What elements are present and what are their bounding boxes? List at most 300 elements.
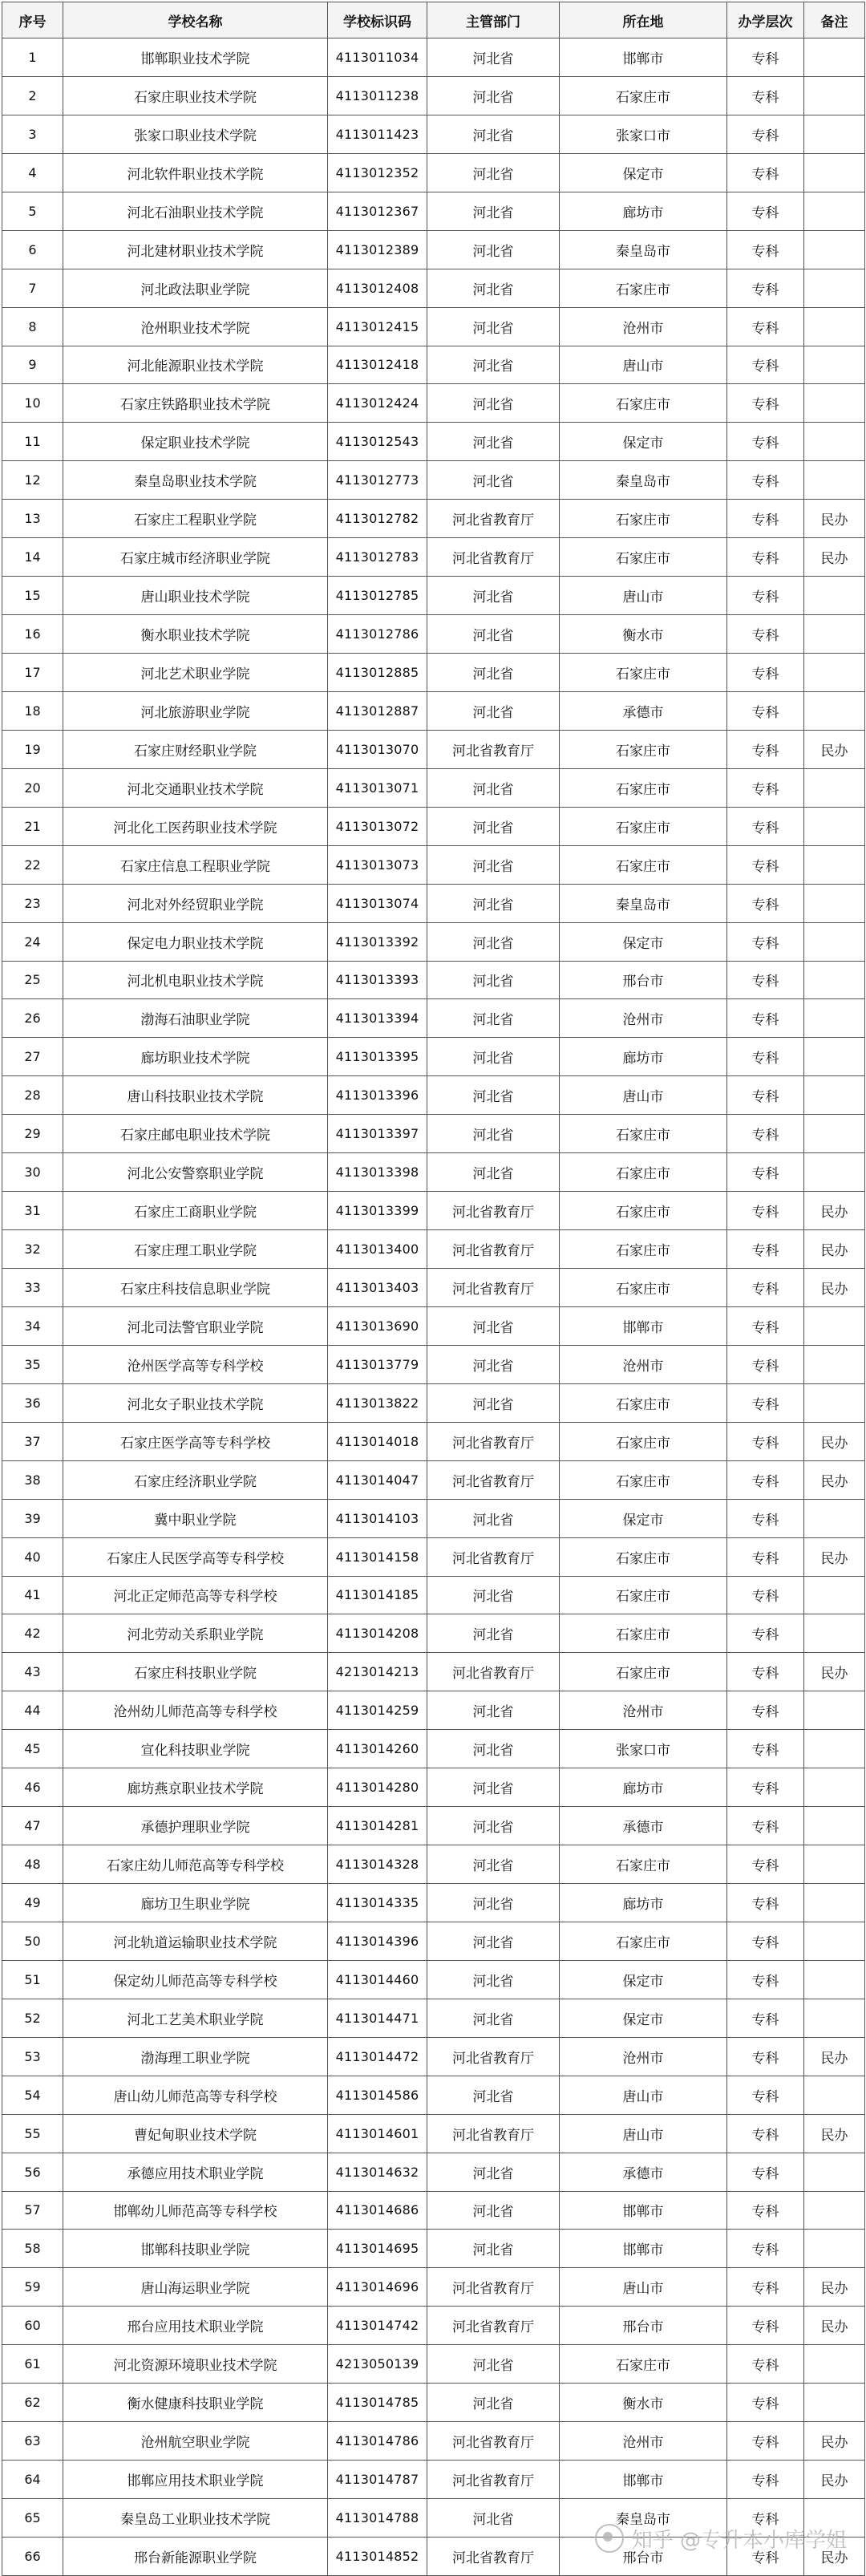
cell-level: 专科 <box>727 1807 804 1845</box>
cell-remark <box>804 768 865 807</box>
school-list-table <box>2 2 865 2576</box>
cell-location: 邢台市 <box>560 2537 727 2575</box>
cell-school-code: 4113012352 <box>328 153 427 192</box>
cell-index: 39 <box>2 1499 63 1537</box>
cell-index: 35 <box>2 1345 63 1383</box>
cell-school-name: 张家口职业技术学院 <box>63 115 328 153</box>
cell-index: 62 <box>2 2384 63 2422</box>
cell-level: 专科 <box>727 2153 804 2191</box>
cell-index: 60 <box>2 2307 63 2345</box>
cell-authority: 河北省 <box>427 2076 560 2114</box>
cell-school-code: 4113011238 <box>328 76 427 115</box>
cell-school-name: 邯郸应用技术职业学院 <box>63 2461 328 2499</box>
cell-level: 专科 <box>727 730 804 768</box>
table-row <box>2 2037 865 2076</box>
cell-location: 秦皇岛市 <box>560 884 727 922</box>
cell-school-name: 唐山幼儿师范高等专科学校 <box>63 2076 328 2114</box>
cell-school-code: 4113013070 <box>328 730 427 768</box>
cell-remark <box>804 1768 865 1807</box>
cell-location: 秦皇岛市 <box>560 230 727 269</box>
cell-index: 46 <box>2 1768 63 1807</box>
table-row <box>2 884 865 922</box>
cell-remark <box>804 307 865 346</box>
cell-level: 专科 <box>727 1306 804 1345</box>
cell-school-code: 4113012885 <box>328 654 427 692</box>
cell-location: 石家庄市 <box>560 1576 727 1614</box>
table-row <box>2 1653 865 1691</box>
cell-school-name: 河北司法警官职业学院 <box>63 1306 328 1345</box>
cell-school-name: 河北石油职业技术学院 <box>63 192 328 230</box>
cell-index: 57 <box>2 2191 63 2230</box>
table-row <box>2 230 865 269</box>
cell-level: 专科 <box>727 1576 804 1614</box>
cell-authority: 河北省教育厅 <box>427 2037 560 2076</box>
cell-location: 石家庄市 <box>560 1653 727 1691</box>
cell-school-code: 4113014788 <box>328 2499 427 2538</box>
cell-remark <box>804 2191 865 2230</box>
cell-school-name: 河北资源环境职业技术学院 <box>63 2345 328 2384</box>
cell-location: 石家庄市 <box>560 1269 727 1307</box>
cell-school-code: 4113013393 <box>328 961 427 999</box>
table-row <box>2 384 865 423</box>
cell-location: 石家庄市 <box>560 1537 727 1576</box>
cell-location: 石家庄市 <box>560 384 727 423</box>
cell-school-name: 冀中职业学院 <box>63 1499 328 1537</box>
cell-authority: 河北省教育厅 <box>427 1269 560 1307</box>
cell-level: 专科 <box>727 2037 804 2076</box>
cell-level: 专科 <box>727 2499 804 2538</box>
cell-remark <box>804 115 865 153</box>
cell-level: 专科 <box>727 999 804 1038</box>
cell-location: 保定市 <box>560 1999 727 2037</box>
cell-authority: 河北省 <box>427 1306 560 1345</box>
cell-school-code: 4113014786 <box>328 2422 427 2461</box>
cell-level: 专科 <box>727 192 804 230</box>
cell-school-name: 河北软件职业技术学院 <box>63 153 328 192</box>
cell-school-code: 4113013394 <box>328 999 427 1038</box>
cell-location: 唐山市 <box>560 1076 727 1115</box>
table-row <box>2 1576 865 1614</box>
cell-authority: 河北省 <box>427 1153 560 1192</box>
cell-location: 保定市 <box>560 423 727 461</box>
cell-location: 邯郸市 <box>560 2191 727 2230</box>
cell-index: 28 <box>2 1076 63 1115</box>
cell-level: 专科 <box>727 2345 804 2384</box>
cell-index: 53 <box>2 2037 63 2076</box>
table-row <box>2 922 865 961</box>
cell-school-name: 渤海理工职业学院 <box>63 2037 328 2076</box>
cell-school-name: 河北政法职业学院 <box>63 269 328 307</box>
cell-location: 沧州市 <box>560 1691 727 1730</box>
cell-authority: 河北省教育厅 <box>427 2537 560 2575</box>
cell-authority: 河北省 <box>427 768 560 807</box>
cell-remark: 民办 <box>804 2461 865 2499</box>
cell-remark <box>804 1614 865 1653</box>
cell-school-code: 4113012786 <box>328 615 427 654</box>
cell-remark <box>804 1691 865 1730</box>
cell-remark <box>804 346 865 384</box>
header-school-name: 学校名称 <box>63 2 328 38</box>
cell-school-name: 邯郸幼儿师范高等专科学校 <box>63 2191 328 2230</box>
table-row <box>2 2114 865 2153</box>
cell-authority: 河北省教育厅 <box>427 500 560 538</box>
cell-school-code: 4113014158 <box>328 1537 427 1576</box>
cell-authority: 河北省 <box>427 269 560 307</box>
cell-index: 64 <box>2 2461 63 2499</box>
table-row <box>2 1076 865 1115</box>
cell-index: 23 <box>2 884 63 922</box>
cell-school-name: 河北建材职业技术学院 <box>63 230 328 269</box>
table-row <box>2 423 865 461</box>
cell-level: 专科 <box>727 461 804 500</box>
cell-location: 保定市 <box>560 922 727 961</box>
cell-location: 廊坊市 <box>560 1884 727 1922</box>
cell-school-name: 石家庄铁路职业技术学院 <box>63 384 328 423</box>
cell-remark <box>804 1884 865 1922</box>
cell-school-name: 河北劳动关系职业学院 <box>63 1614 328 1653</box>
cell-authority: 河北省教育厅 <box>427 1192 560 1230</box>
cell-school-name: 保定幼儿师范高等专科学校 <box>63 1960 328 1999</box>
cell-index: 9 <box>2 346 63 384</box>
cell-remark <box>804 2345 865 2384</box>
cell-authority: 河北省 <box>427 1999 560 2037</box>
header-authority: 主管部门 <box>427 2 560 38</box>
cell-school-name: 河北公安警察职业学院 <box>63 1153 328 1192</box>
cell-school-name: 河北旅游职业学院 <box>63 691 328 730</box>
cell-level: 专科 <box>727 153 804 192</box>
cell-school-code: 4113014396 <box>328 1922 427 1960</box>
cell-location: 石家庄市 <box>560 269 727 307</box>
cell-remark: 民办 <box>804 2037 865 2076</box>
cell-level: 专科 <box>727 384 804 423</box>
table-header-row <box>2 2 865 38</box>
cell-remark <box>804 615 865 654</box>
cell-level: 专科 <box>727 1269 804 1307</box>
cell-authority: 河北省 <box>427 1960 560 1999</box>
cell-index: 54 <box>2 2076 63 2114</box>
cell-level: 专科 <box>727 2384 804 2422</box>
cell-school-code: 4113013399 <box>328 1192 427 1230</box>
cell-remark <box>804 577 865 615</box>
cell-authority: 河北省 <box>427 2499 560 2538</box>
cell-school-name: 承德护理职业学院 <box>63 1807 328 1845</box>
cell-authority: 河北省 <box>427 1691 560 1730</box>
cell-level: 专科 <box>727 1499 804 1537</box>
cell-level: 专科 <box>727 691 804 730</box>
cell-location: 石家庄市 <box>560 1845 727 1884</box>
table-row <box>2 192 865 230</box>
cell-remark <box>804 1383 865 1422</box>
cell-level: 专科 <box>727 577 804 615</box>
cell-remark: 民办 <box>804 2307 865 2345</box>
cell-location: 石家庄市 <box>560 845 727 884</box>
cell-authority: 河北省 <box>427 1845 560 1884</box>
header-school-code: 学校标识码 <box>328 2 427 38</box>
cell-remark: 民办 <box>804 730 865 768</box>
cell-index: 66 <box>2 2537 63 2575</box>
table-row <box>2 1230 865 1269</box>
cell-index: 40 <box>2 1537 63 1576</box>
cell-school-code: 4113014787 <box>328 2461 427 2499</box>
table-row <box>2 2076 865 2114</box>
cell-authority: 河北省 <box>427 115 560 153</box>
cell-level: 专科 <box>727 1845 804 1884</box>
cell-remark <box>804 1922 865 1960</box>
cell-school-code: 4113013071 <box>328 768 427 807</box>
table-row <box>2 1345 865 1383</box>
cell-location: 邯郸市 <box>560 2230 727 2268</box>
cell-school-name: 秦皇岛工业职业技术学院 <box>63 2499 328 2538</box>
table-row <box>2 2153 865 2191</box>
cell-school-name: 石家庄人民医学高等专科学校 <box>63 1537 328 1576</box>
table-row <box>2 2384 865 2422</box>
cell-school-code: 4113014586 <box>328 2076 427 2114</box>
cell-remark <box>804 192 865 230</box>
cell-level: 专科 <box>727 807 804 845</box>
cell-index: 21 <box>2 807 63 845</box>
cell-school-code: 4113013396 <box>328 1076 427 1115</box>
cell-level: 专科 <box>727 1653 804 1691</box>
cell-index: 19 <box>2 730 63 768</box>
cell-school-code: 4113014696 <box>328 2268 427 2307</box>
cell-location: 沧州市 <box>560 2037 727 2076</box>
table-row <box>2 999 865 1038</box>
cell-school-code: 4113013400 <box>328 1230 427 1269</box>
cell-index: 20 <box>2 768 63 807</box>
table-row <box>2 2422 865 2461</box>
cell-school-code: 4113014259 <box>328 1691 427 1730</box>
table-row <box>2 2461 865 2499</box>
cell-school-name: 衡水职业技术学院 <box>63 615 328 654</box>
cell-level: 专科 <box>727 654 804 692</box>
cell-authority: 河北省 <box>427 346 560 384</box>
table-row <box>2 2268 865 2307</box>
cell-index: 33 <box>2 1269 63 1307</box>
cell-index: 10 <box>2 384 63 423</box>
cell-school-code: 4113013398 <box>328 1153 427 1192</box>
cell-school-name: 沧州幼儿师范高等专科学校 <box>63 1691 328 1730</box>
cell-level: 专科 <box>727 2461 804 2499</box>
cell-authority: 河北省教育厅 <box>427 730 560 768</box>
table-row <box>2 768 865 807</box>
cell-school-code: 4113011034 <box>328 38 427 77</box>
cell-authority: 河北省 <box>427 999 560 1038</box>
cell-level: 专科 <box>727 2230 804 2268</box>
cell-school-code: 4113012783 <box>328 538 427 577</box>
cell-authority: 河北省 <box>427 2384 560 2422</box>
cell-index: 32 <box>2 1230 63 1269</box>
cell-school-code: 4113013403 <box>328 1269 427 1307</box>
cell-level: 专科 <box>727 1460 804 1499</box>
cell-location: 石家庄市 <box>560 1614 727 1653</box>
cell-index: 31 <box>2 1192 63 1230</box>
cell-school-name: 邢台新能源职业学院 <box>63 2537 328 2575</box>
cell-school-name: 廊坊职业技术学院 <box>63 1038 328 1076</box>
cell-level: 专科 <box>727 269 804 307</box>
cell-level: 专科 <box>727 1922 804 1960</box>
cell-school-code: 4113013395 <box>328 1038 427 1076</box>
cell-location: 承德市 <box>560 691 727 730</box>
cell-level: 专科 <box>727 423 804 461</box>
cell-school-code: 4113014686 <box>328 2191 427 2230</box>
cell-index: 27 <box>2 1038 63 1076</box>
cell-location: 石家庄市 <box>560 654 727 692</box>
cell-remark: 民办 <box>804 2422 865 2461</box>
cell-school-code: 4113014335 <box>328 1884 427 1922</box>
cell-authority: 河北省教育厅 <box>427 1422 560 1460</box>
cell-school-name: 石家庄邮电职业技术学院 <box>63 1115 328 1153</box>
cell-level: 专科 <box>727 1691 804 1730</box>
cell-school-name: 沧州职业技术学院 <box>63 307 328 346</box>
cell-authority: 河北省教育厅 <box>427 2268 560 2307</box>
cell-level: 专科 <box>727 1076 804 1115</box>
cell-school-name: 石家庄科技信息职业学院 <box>63 1269 328 1307</box>
cell-school-code: 4113014047 <box>328 1460 427 1499</box>
cell-authority: 河北省 <box>427 1115 560 1153</box>
cell-school-name: 唐山职业技术学院 <box>63 577 328 615</box>
cell-school-code: 4113012389 <box>328 230 427 269</box>
cell-index: 30 <box>2 1153 63 1192</box>
cell-location: 邯郸市 <box>560 1306 727 1345</box>
cell-school-code: 4113014208 <box>328 1614 427 1653</box>
cell-authority: 河北省教育厅 <box>427 2114 560 2153</box>
cell-authority: 河北省 <box>427 1499 560 1537</box>
table-row <box>2 961 865 999</box>
cell-index: 4 <box>2 153 63 192</box>
cell-remark <box>804 999 865 1038</box>
cell-index: 52 <box>2 1999 63 2037</box>
cell-authority: 河北省 <box>427 615 560 654</box>
cell-remark: 民办 <box>804 500 865 538</box>
cell-remark: 民办 <box>804 1230 865 1269</box>
cell-location: 石家庄市 <box>560 76 727 115</box>
cell-index: 7 <box>2 269 63 307</box>
cell-authority: 河北省 <box>427 1345 560 1383</box>
cell-authority: 河北省 <box>427 38 560 77</box>
cell-school-name: 河北机电职业技术学院 <box>63 961 328 999</box>
cell-index: 56 <box>2 2153 63 2191</box>
cell-level: 专科 <box>727 230 804 269</box>
cell-remark <box>804 1499 865 1537</box>
cell-school-code: 4113012887 <box>328 691 427 730</box>
cell-remark <box>804 423 865 461</box>
cell-level: 专科 <box>727 1383 804 1422</box>
table-row <box>2 500 865 538</box>
cell-school-code: 4113012424 <box>328 384 427 423</box>
cell-school-name: 河北交通职业技术学院 <box>63 768 328 807</box>
cell-authority: 河北省 <box>427 807 560 845</box>
cell-authority: 河北省 <box>427 1730 560 1768</box>
cell-location: 秦皇岛市 <box>560 2499 727 2538</box>
cell-remark <box>804 1153 865 1192</box>
cell-remark <box>804 153 865 192</box>
table-row <box>2 1614 865 1653</box>
cell-remark <box>804 2384 865 2422</box>
cell-authority: 河北省教育厅 <box>427 2422 560 2461</box>
table-row <box>2 538 865 577</box>
cell-school-name: 承德应用技术职业学院 <box>63 2153 328 2191</box>
cell-school-code: 4113014601 <box>328 2114 427 2153</box>
cell-school-name: 沧州医学高等专科学校 <box>63 1345 328 1383</box>
table-row <box>2 1383 865 1422</box>
cell-remark: 民办 <box>804 1422 865 1460</box>
cell-location: 沧州市 <box>560 307 727 346</box>
cell-level: 专科 <box>727 1537 804 1576</box>
cell-location: 石家庄市 <box>560 768 727 807</box>
cell-school-name: 唐山海运职业学院 <box>63 2268 328 2307</box>
cell-remark <box>804 884 865 922</box>
cell-school-name: 保定电力职业技术学院 <box>63 922 328 961</box>
cell-school-name: 石家庄信息工程职业学院 <box>63 845 328 884</box>
table-row <box>2 115 865 153</box>
cell-location: 衡水市 <box>560 2384 727 2422</box>
cell-location: 唐山市 <box>560 346 727 384</box>
cell-authority: 河北省 <box>427 1768 560 1807</box>
cell-remark <box>804 1345 865 1383</box>
table-row <box>2 269 865 307</box>
cell-authority: 河北省 <box>427 1922 560 1960</box>
cell-index: 16 <box>2 615 63 654</box>
cell-location: 唐山市 <box>560 2076 727 2114</box>
cell-level: 专科 <box>727 1614 804 1653</box>
cell-school-name: 河北对外经贸职业学院 <box>63 884 328 922</box>
cell-index: 48 <box>2 1845 63 1884</box>
cell-school-code: 4113012408 <box>328 269 427 307</box>
cell-school-code: 4113011423 <box>328 115 427 153</box>
cell-school-code: 4113012543 <box>328 423 427 461</box>
cell-authority: 河北省教育厅 <box>427 2461 560 2499</box>
cell-school-code: 4113012415 <box>328 307 427 346</box>
cell-school-name: 廊坊卫生职业学院 <box>63 1884 328 1922</box>
cell-location: 石家庄市 <box>560 538 727 577</box>
cell-level: 专科 <box>727 1153 804 1192</box>
cell-remark: 民办 <box>804 538 865 577</box>
cell-index: 45 <box>2 1730 63 1768</box>
cell-school-code: 4113012418 <box>328 346 427 384</box>
cell-level: 专科 <box>727 1230 804 1269</box>
cell-location: 保定市 <box>560 1960 727 1999</box>
cell-school-name: 沧州航空职业学院 <box>63 2422 328 2461</box>
cell-school-code: 4113014695 <box>328 2230 427 2268</box>
table-row <box>2 1115 865 1153</box>
cell-school-code: 4113014280 <box>328 1768 427 1807</box>
table-row <box>2 1537 865 1576</box>
table-row <box>2 1768 865 1807</box>
cell-school-code: 4113013690 <box>328 1306 427 1345</box>
cell-level: 专科 <box>727 1768 804 1807</box>
table-row <box>2 691 865 730</box>
cell-school-name: 石家庄幼儿师范高等专科学校 <box>63 1845 328 1884</box>
header-index: 序号 <box>2 2 63 38</box>
cell-remark <box>804 269 865 307</box>
cell-level: 专科 <box>727 500 804 538</box>
cell-index: 37 <box>2 1422 63 1460</box>
cell-school-name: 河北化工医药职业技术学院 <box>63 807 328 845</box>
cell-authority: 河北省 <box>427 922 560 961</box>
cell-index: 55 <box>2 2114 63 2153</box>
cell-remark <box>804 1576 865 1614</box>
cell-remark: 民办 <box>804 1653 865 1691</box>
cell-school-name: 石家庄工程职业学院 <box>63 500 328 538</box>
table-row <box>2 1922 865 1960</box>
cell-school-code: 4113013073 <box>328 845 427 884</box>
cell-school-name: 石家庄职业技术学院 <box>63 76 328 115</box>
cell-index: 22 <box>2 845 63 884</box>
cell-remark <box>804 961 865 999</box>
cell-location: 唐山市 <box>560 2268 727 2307</box>
cell-location: 石家庄市 <box>560 1230 727 1269</box>
table-row <box>2 807 865 845</box>
